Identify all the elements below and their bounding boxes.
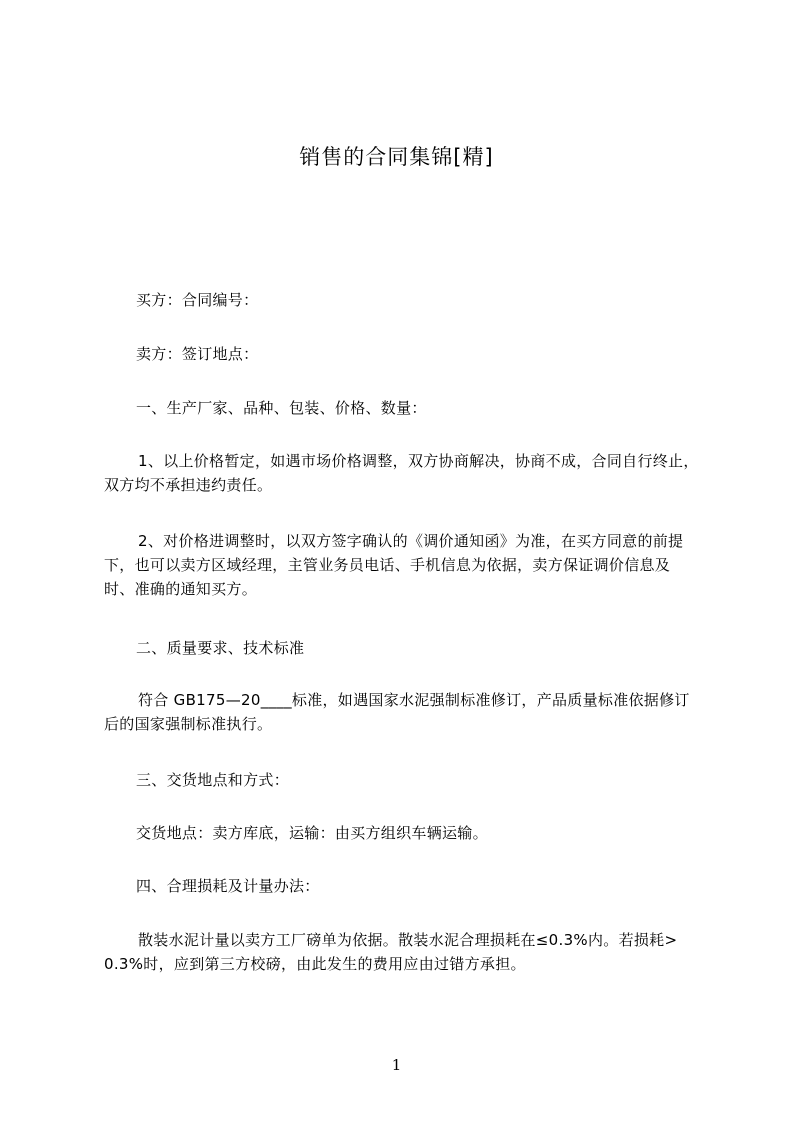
clause-3-body: [136, 821, 488, 845]
clause-4-body: [104, 928, 677, 976]
section-2-heading: [136, 636, 304, 660]
paragraph-line: 二、质量要求、技术标准: [136, 639, 305, 657]
paragraph-line: 2、对价格进调整时，以双方签字确认的《调价通知函》为准，在买方同意的前提: [138, 532, 684, 550]
buyer-contract-no-line: [136, 288, 258, 312]
paragraph-line: 卖方：签订地点：: [136, 345, 259, 363]
document-title: 销售的合同集锦[精]: [299, 145, 494, 169]
paragraph-line: 散装水泥计量以卖方工厂磅单为依据。散装水泥合理损耗在≤0.3%内。若损耗>: [138, 931, 678, 949]
paragraph-line: 后的国家强制标准执行。: [104, 715, 273, 733]
paragraph-line: 交货地点：卖方库底，运输：由买方组织车辆运输。: [136, 824, 488, 842]
paragraph-line: 一、生产厂家、品种、包装、价格、数量：: [136, 399, 427, 417]
clause-1-1: [104, 449, 699, 497]
page-number: 1: [391, 1056, 402, 1074]
paragraph-line: 买方：合同编号：: [136, 291, 259, 309]
paragraph-line: 下，也可以卖方区域经理，主管业务员电话、手机信息为依据，卖方保证调价信息及: [104, 556, 671, 574]
paragraph-line: 符合 GB175—20____标准，如遇国家水泥强制标准修订，产品质量标准依据修订: [138, 691, 690, 709]
clause-2-body: [104, 688, 690, 736]
clause-1-2: [104, 529, 683, 601]
paragraph-line: 双方均不承担违约责任。: [104, 476, 273, 494]
paragraph-line: 0.3%时，应到第三方校磅，由此发生的费用应由过错方承担。: [104, 955, 526, 973]
section-4-heading: [136, 874, 320, 898]
paragraph-line: 时、准确的通知买方。: [104, 580, 258, 598]
section-1-heading: [136, 396, 427, 420]
paragraph-line: 1、以上价格暂定，如遇市场价格调整，双方协商解决，协商不成，合同自行终止，: [138, 452, 699, 470]
seller-sign-location-line: [136, 342, 258, 366]
section-3-heading: [136, 768, 289, 792]
paragraph-line: 三、交货地点和方式：: [136, 771, 290, 789]
paragraph-line: 四、合理损耗及计量办法：: [136, 877, 320, 895]
